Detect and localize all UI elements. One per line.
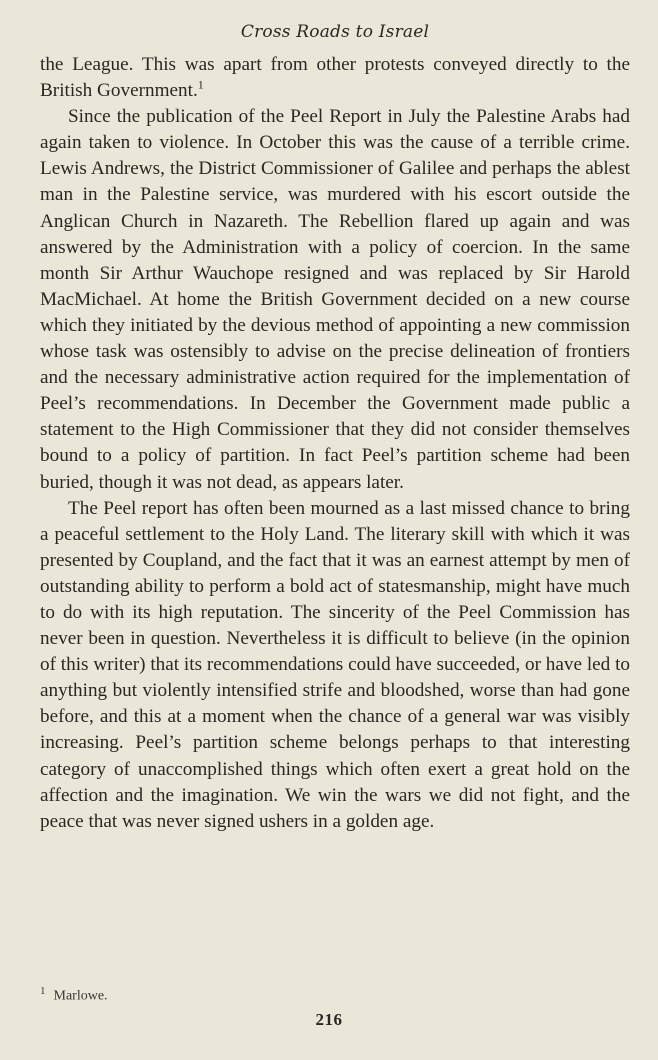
footnote-reference: 1 [197, 77, 204, 92]
footnote-text: Marlowe. [53, 988, 108, 1004]
body-text [40, 52, 630, 835]
paragraph-2-text: Since the publication of the Peel Report in July the Palestine Arabs had again taken to violence. In October this was the cause of a terrible crime. Lewis Andrews, the District Commissioner of Galilee and perhaps the ablest man in the Palestine service, was murdered with his escort outside the Anglican Church in Nazareth. The Rebellion flared up again and was answered by the Administration with a policy of coercion. In the same month Sir Arthur Wauchope resigned and was replaced by Sir Harold MacMichael. At home the British Government decided on a new course which they initiated by the devious method of appointing a new commission whose task was ostensibly to advise on the precise delineation of frontiers and the necessary administrative action required for the implementation of Peel’s recommendations. In December the Government made public a statement to the High Commissioner that they did not consider themselves bound to a policy of partition. In fact Peel’s partition scheme had been buried, though it was not dead, as appears later. [40, 106, 630, 493]
paragraph-3 [40, 496, 630, 835]
paragraph-1-text: the League. This was apart from other protests conveyed directly to the British Government. [40, 54, 630, 102]
paragraph-1 [40, 52, 630, 104]
footnote-mark: 1 [40, 985, 46, 997]
page-number: 216 [315, 1010, 343, 1029]
paragraph-3-text: The Peel report has often been mourned as a last missed chance to bring a peaceful settlement to the Holy Land. The literary skill with which it was presented by Coupland, and the fact that it was an earnest attempt by men of outstanding ability to perform a bold act of statesmanship, might have much to do with its high reputation. The sincerity of the Peel Commission has never been in question. Nevertheless it is difficult to believe (in the opinion of this writer) that its recommendations could have succeeded, or have led to anything but violently intensified strife and bloodshed, worse than had gone before, and this at a moment when the chance of a general war was visibly increasing. Peel’s partition scheme belongs perhaps to that interesting category of unaccomplished things which often exert a great hold on the affection and the imagination. We win the wars we did not fight, and the peace that was never signed ushers in a golden age. [40, 497, 630, 832]
running-head: Cross Roads to Israel [240, 22, 430, 42]
footnote [40, 985, 108, 1005]
paragraph-2 [40, 104, 630, 495]
